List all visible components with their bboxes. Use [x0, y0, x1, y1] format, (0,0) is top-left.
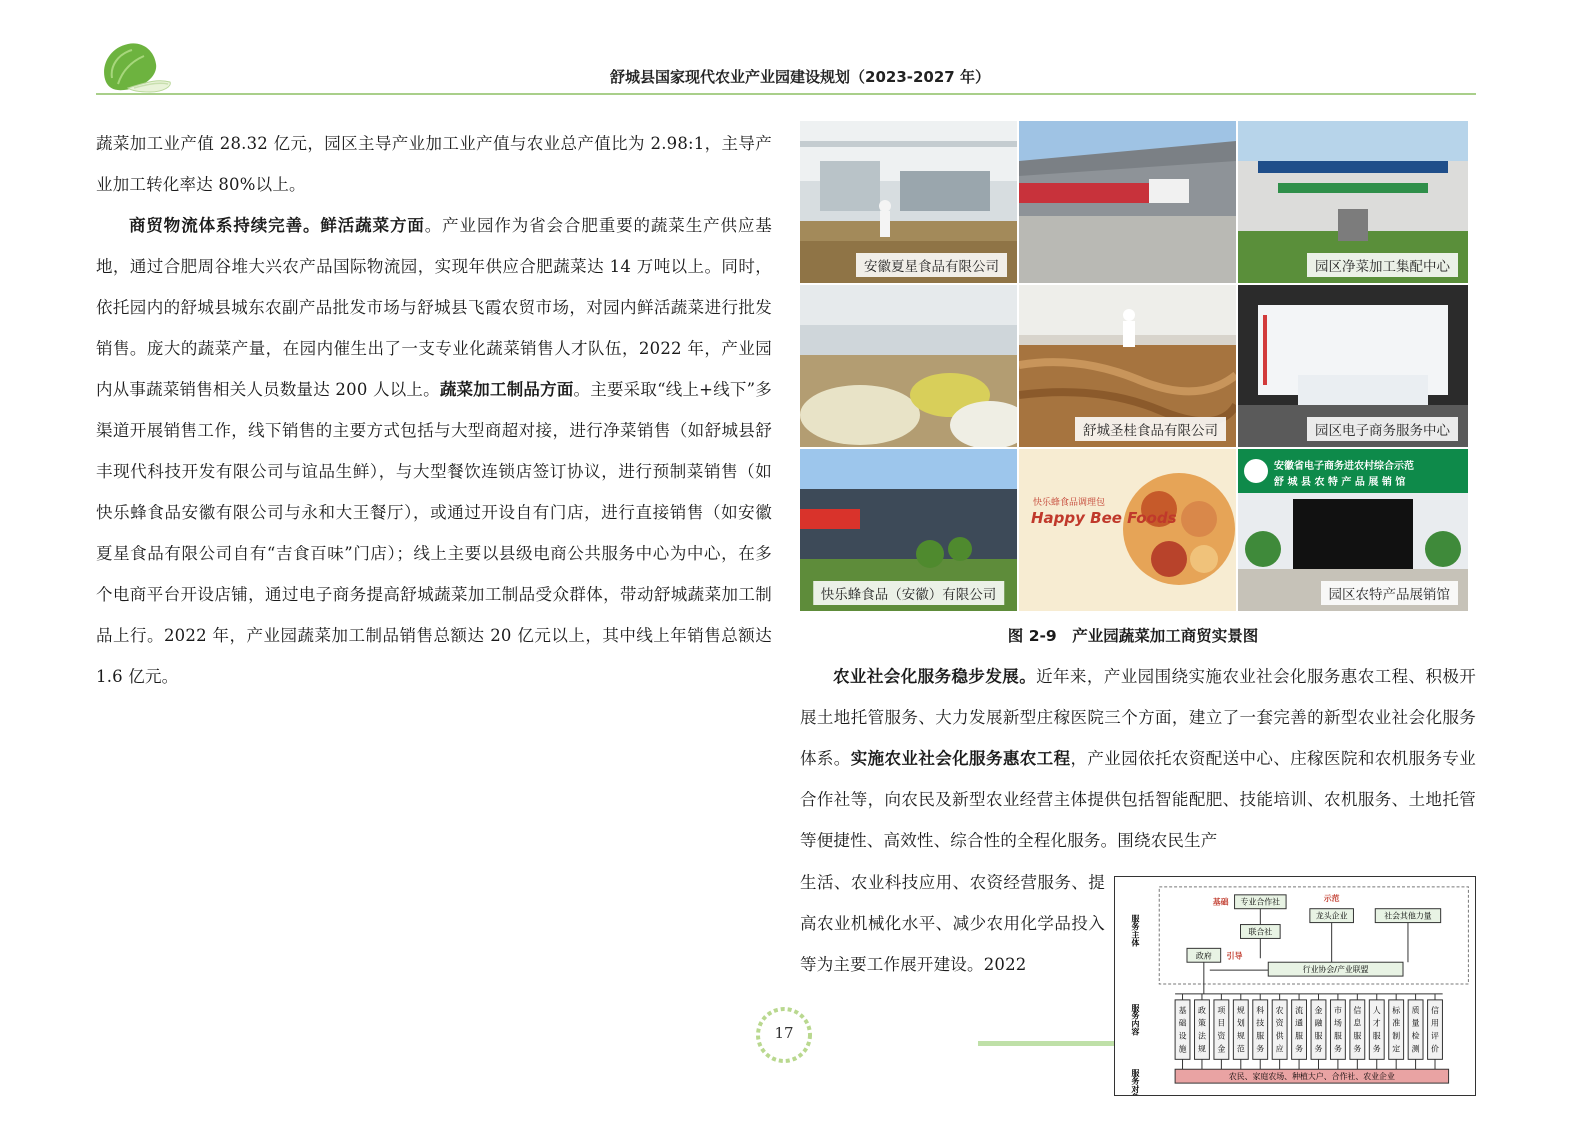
section-label-content: 服务内容 — [1130, 1003, 1140, 1036]
service-item-label: 质量检测 — [1411, 1005, 1420, 1054]
happybee-brand-cn: 快乐蜂食品调理包 — [1033, 498, 1106, 508]
service-item-label: 人才服务 — [1372, 1005, 1381, 1054]
label-demo: 示范 — [1323, 893, 1340, 903]
box-gov: 政府 — [1195, 951, 1212, 961]
text-benefit-project: ，产业园依托农资配送中心、庄稼医院和农机服务专业合作社等，向农民及新型农业经营主体提供包括智能配肥、技能培训、农机服务、土地托管等便捷性、高效性、综合性的全程化服务。围绕农民生产 — [800, 749, 1476, 850]
cabbage-logo-icon — [98, 38, 178, 94]
service-item-label: 项目资金 — [1217, 1005, 1226, 1054]
box-service-objects: 农民、家庭农场、种植大户、合作社、农业企业 — [1228, 1072, 1395, 1082]
exhibition-sign-line1: 安徽省电子商务进农村综合示范 — [1274, 461, 1414, 472]
service-item-label: 政策法规 — [1198, 1005, 1206, 1054]
service-item-label: 信用评价 — [1431, 1005, 1439, 1054]
paragraph-commerce-logistics — [96, 205, 772, 697]
photo-shenggui-food — [1019, 285, 1236, 447]
figure-photo-grid — [800, 121, 1466, 611]
photo-xiaxing-factory — [800, 121, 1017, 283]
service-item-label: 标准制定 — [1392, 1005, 1401, 1054]
service-item-label: 信息服务 — [1353, 1005, 1362, 1054]
text-processed-products: 。主要采取“线上+线下”多渠道开展销售工作，线下销售的主要方式包括与大型商超对接，进行净菜销售（如舒城县舒丰现代科技开发有限公司与谊品生鲜），与大型餐饮连锁店签订协议，进行预制菜销售（如快乐蜂食品安徽有限公司与永和大王餐厅），或通过开设自有门店，进行直接销售（如安徽夏星食品有限公司自有“吉食百味”门店）；线上主要以县级电商公共服务中心为中心，在多个电商平台开设店铺，通过电子商务提高舒城蔬菜加工制品受众群体，带动舒城蔬菜加工制品上行。2022 年，产业园蔬菜加工制品销售总额达 20 亿元以上，其中线上年销售总额达 1.6 亿元。 — [96, 380, 772, 686]
photo-label: 快乐蜂食品（安徽）有限公司 — [813, 581, 1005, 605]
box-coop: 专业合作社 — [1240, 897, 1281, 907]
photo-label: 园区农特产品展销馆 — [1321, 581, 1459, 605]
photo-happybee-products — [1019, 449, 1236, 611]
exhibition-sign-line2: 舒 城 县 农 特 产 品 展 销 馆 — [1274, 477, 1406, 488]
photo-exhibition-hall — [1238, 449, 1468, 611]
photo-label: 舒城圣桂食品有限公司 — [1075, 417, 1226, 441]
happybee-brand-en: Happy Bee Foods — [1031, 509, 1177, 527]
left-text-column — [96, 123, 772, 697]
right-text-column-narrow — [800, 862, 1105, 985]
service-item-label: 流通服务 — [1295, 1005, 1304, 1054]
service-item-label: 基础设施 — [1178, 1005, 1187, 1054]
service-item-label: 市场服务 — [1333, 1005, 1342, 1054]
photo-label: 园区电子商务服务中心 — [1307, 417, 1458, 441]
photo-cold-storage — [800, 285, 1017, 447]
page-header-title: 舒城县国家现代农业产业园建设规划（2023-2027 年） — [610, 68, 990, 86]
label-guide: 引导 — [1226, 951, 1243, 961]
photo-happybee-building — [800, 449, 1017, 611]
service-system-diagram — [1114, 876, 1476, 1096]
box-leader: 龙头企业 — [1315, 911, 1348, 921]
page-number: 17 — [774, 1024, 794, 1042]
photo-label: 园区净菜加工集配中心 — [1307, 253, 1458, 277]
paragraph-continuation: 生活、农业科技应用、农资经营服务、提高农业机械化水平、减少农用化学品投入等为主要工作展开建设。2022 — [800, 873, 1105, 974]
paragraph-social-services — [800, 656, 1476, 861]
label-basis: 基础 — [1212, 897, 1229, 907]
box-union: 联合社 — [1248, 927, 1273, 937]
text-fresh-veg: 。产业园作为省会合肥重要的蔬菜生产供应基地，通过合肥周谷堆大兴农产品国际物流园，实现年供应合肥蔬菜达 14 万吨以上。同时，依托园内的舒城县城东农副产品批发市场与舒城县飞霞农贸市场，对园内鲜活蔬菜进行批发销售。庞大的蔬菜产量，在园内催生出了一支专业化蔬菜销售人才队伍，2022 年，产业园内从事蔬菜销售相关人员数量达 200 人以上。 — [96, 216, 772, 399]
right-text-column — [800, 656, 1476, 861]
bold-heading-fresh-veg: 商贸物流体系持续完善。鲜活蔬菜方面 — [129, 216, 425, 235]
photo-logistics-trucks — [1019, 121, 1236, 283]
box-association: 行业协会/产业联盟 — [1302, 965, 1369, 975]
photo-label: 安徽夏星食品有限公司 — [856, 253, 1007, 277]
footer-divider — [978, 1041, 1114, 1046]
service-item-label: 科技服务 — [1256, 1005, 1265, 1054]
service-item-label: 农资供应 — [1275, 1005, 1284, 1054]
bold-heading-social-services: 农业社会化服务稳步发展。 — [833, 667, 1037, 686]
bold-heading-processed-products: 蔬菜加工制品方面 — [439, 380, 574, 399]
figure-caption: 图 2-9 产业园蔬菜加工商贸实景图 — [1007, 627, 1259, 645]
service-item-label: 规划规范 — [1236, 1005, 1245, 1054]
header-divider — [96, 93, 1476, 95]
photo-net-vegetable-center — [1238, 121, 1468, 283]
section-label-object: 服务对象 — [1130, 1069, 1140, 1095]
text-social-services: 近年来，产业园围绕实施农业社会化服务惠农工程、积极开展土地托管服务、大力发展新型庄稼医院三个方面，建立了一套完善的新型农业社会化服务体系。 — [800, 667, 1476, 768]
section-label-subject: 服务主体 — [1130, 914, 1140, 947]
photo-ecommerce-center — [1238, 285, 1468, 447]
box-social: 社会其他力量 — [1384, 911, 1432, 921]
service-item-label: 金融服务 — [1314, 1005, 1323, 1054]
paragraph-processing-value: 蔬菜加工业产值 28.32 亿元，园区主导产业加工业产值与农业总产值比为 2.98:1，主导产业加工转化率达 80%以上。 — [96, 134, 772, 194]
bold-heading-benefit-project: 实施农业社会化服务惠农工程 — [850, 749, 1071, 768]
